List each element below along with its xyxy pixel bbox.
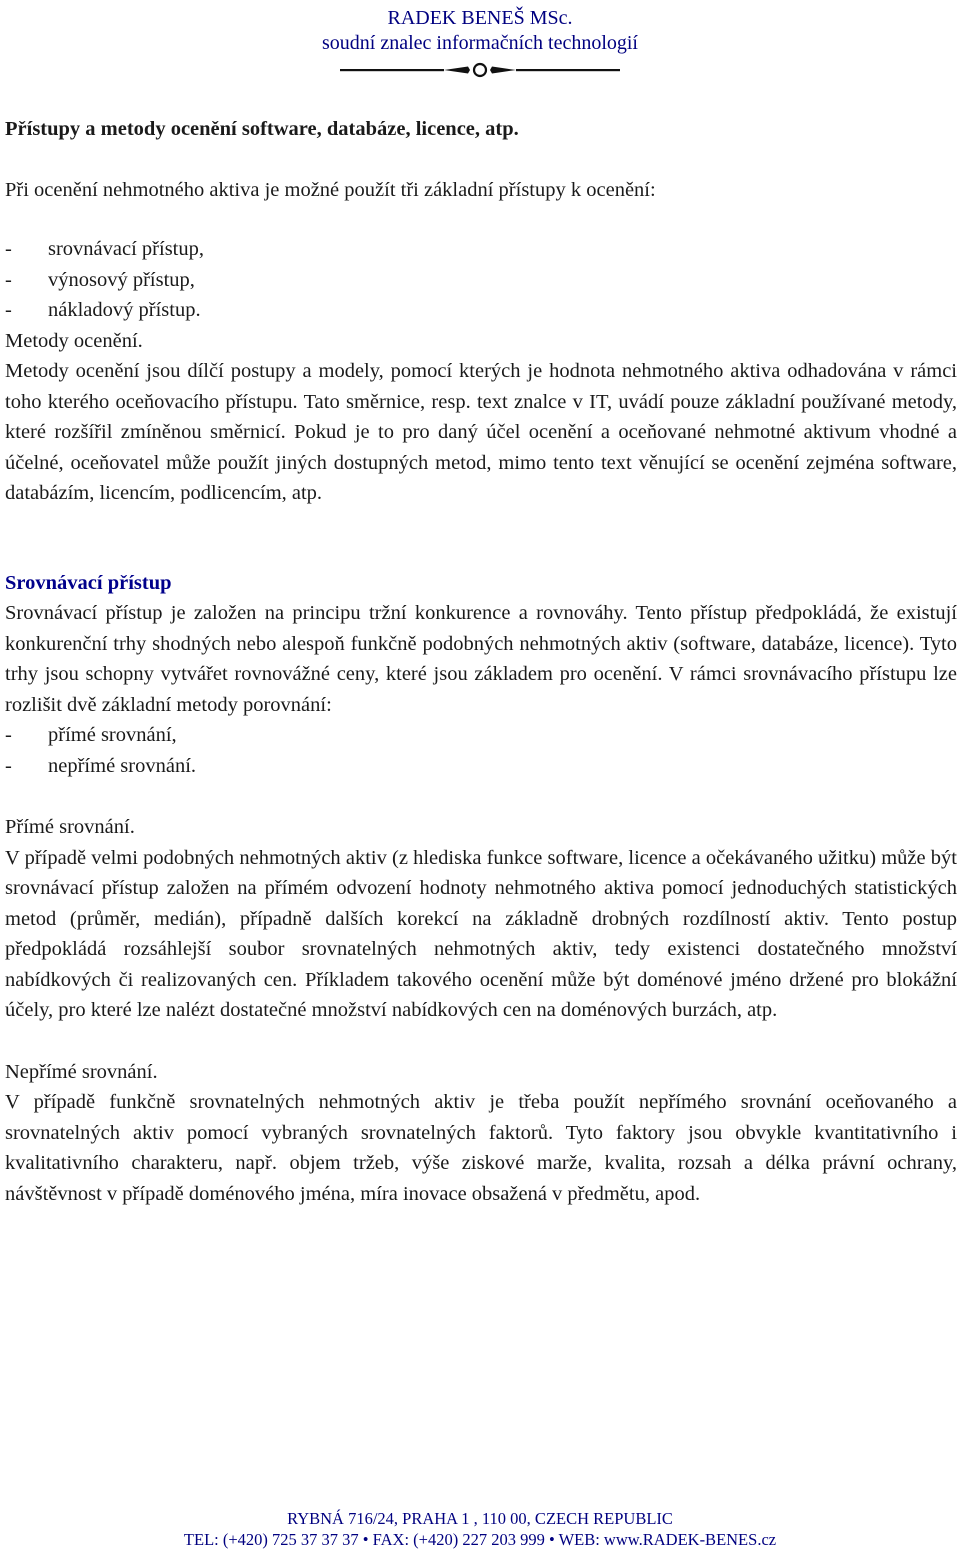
- list-item-text: srovnávací přístup,: [48, 238, 204, 260]
- list-item: - nákladový přístup.: [5, 299, 201, 321]
- intro-paragraph: Při ocenění nehmotného aktiva je možné použít tři základní přístupy k ocenění:: [5, 178, 656, 201]
- letterhead-name: RADEK BENEŠ MSc.: [387, 7, 573, 29]
- approaches-list: [5, 234, 957, 326]
- list-item-text: nákladový přístup.: [48, 299, 201, 321]
- methods-heading: Metody ocenění.: [5, 329, 143, 352]
- list-item-text: nepřímé srovnání.: [48, 754, 197, 777]
- methods-paragraph: Metody ocenění jsou dílčí postupy a modely, pomocí kterých je hodnota nehmotného aktiva odhadována v rámci toho kterého oceňovacího přístupu. Tato směrnice, resp. text znalce v IT, uvádí pouze základní používané metody, které rozšířil zmíněnou směrnicí. Pokud je to pro daný účel ocenění a oceňované nehmotné aktivum vhodné a účelné, oceňovatel může použít jiných dostupných metod, mimo tento text věnující se ocenění zejména software, databázím, licencím, podlicencím, atp.: [5, 360, 957, 504]
- list-item: - výnosový přístup,: [5, 268, 195, 291]
- direct-comparison-paragraph: V případě velmi podobných nehmotných aktiv (z hlediska funkce software, licence a očekávaného užitku) může být srovnávací přístup založen na přímém odvození hodnoty nehmotného aktiva pomocí jednoduchých statistických metod (průměr, medián), případně dalších korekcí na základně drobných rozdílností aktiv. Tento postup předpokládá rozsáhlejší soubor srovnatelných nehmotných aktiv, tedy existenci dostatečného množství nabídkových či realizovaných cen. Příkladem takového ocenění může být doménové jméno držené pro blokážní účely, pro které lze nalézt dostatečné množství nabídkových cen na doménových burzách, atp.: [5, 846, 957, 1021]
- footer-address: RYBNÁ 716/24, PRAHA 1 , 110 00, CZECH REPUBLIC: [287, 1509, 673, 1528]
- list-item-text: výnosový přístup,: [48, 268, 195, 291]
- list-item: - přímé srovnání,: [5, 724, 177, 746]
- comparison-methods-list: [5, 720, 957, 781]
- document-body: [5, 114, 957, 1209]
- list-item-text: přímé srovnání,: [48, 724, 177, 746]
- list-item: - srovnávací přístup,: [5, 238, 204, 260]
- page-footer: [0, 1508, 960, 1550]
- comparative-approach-paragraph: Srovnávací přístup je založen na principu tržní konkurence a rovnováhy. Tento přístup předpokládá, že existují konkurenční trhy shodných nebo alespoň funkčně podobných nehmotných aktiv (software, databáze, licence). Tyto trhy jsou schopny vytvářet rovnovážné ceny, které jsou základem pro ocenění. V rámci srovnávacího přístupu lze rozlišit dvě základní metody porovnání:: [5, 602, 957, 716]
- indirect-comparison-heading: Nepřímé srovnání.: [5, 1060, 158, 1083]
- comparative-approach-heading: Srovnávací přístup: [5, 571, 172, 594]
- indirect-comparison-paragraph: V případě funkčně srovnatelných nehmotných aktiv je třeba použít nepřímého srovnání oceňovaného a srovnatelných aktiv pomocí vybraných srovnatelných faktorů. Tyto faktory jsou obvykle kvantitativního i kvalitativního charakteru, např. objem tržeb, výše ziskové marže, kvalita, rozsah a délka právní ochrany, návštěvnost v případě doménového jména, míra inovace obsažená v předmětu, apod.: [5, 1091, 957, 1205]
- letterhead-subtitle: soudní znalec informačních technologií: [321, 32, 638, 54]
- list-item: - nepřímé srovnání.: [5, 754, 197, 777]
- document-title: Přístupy a metody ocenění software, databáze, licence, atp.: [5, 118, 519, 140]
- footer-contacts: TEL: (+420) 725 37 37 37 • FAX: (+420) 227 203 999 • WEB: www.RADEK-BENES.cz: [183, 1530, 777, 1549]
- direct-comparison-heading: Přímé srovnání.: [5, 816, 135, 838]
- letterhead: [0, 6, 960, 80]
- ornamental-divider-icon: [340, 60, 620, 80]
